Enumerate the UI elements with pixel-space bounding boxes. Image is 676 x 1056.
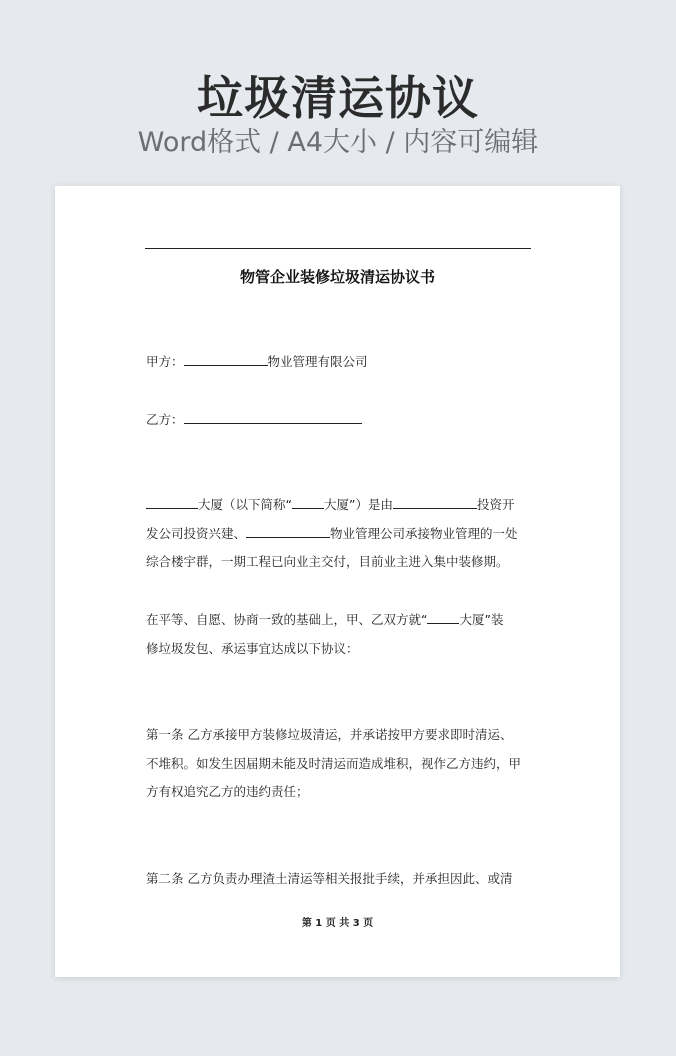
text-segment: 发公司投资兴建、 bbox=[146, 526, 247, 541]
header-rule bbox=[145, 248, 531, 249]
text-segment: 投资开 bbox=[476, 497, 515, 512]
party-a-label: 甲方： bbox=[146, 354, 184, 369]
paragraph-line: 综合楼宇群，一期工程已向业主交付，目前业主进入集中装修期。 bbox=[146, 554, 509, 569]
blank-field bbox=[292, 496, 324, 509]
article-line: 第二条 乙方负责办理渣土清运等相关报批手续，并承担因此、或清 bbox=[146, 871, 513, 886]
blank-field bbox=[184, 411, 362, 424]
blank-field bbox=[427, 611, 459, 624]
page-number-footer: 第 1 页 共 3 页 bbox=[301, 918, 374, 929]
text-segment: 物业管理公司承接物业管理的一处 bbox=[330, 526, 518, 541]
party-a-line bbox=[146, 353, 368, 371]
blank-field bbox=[184, 353, 268, 366]
text-segment: 在平等、自愿、协商一致的基础上，甲、乙双方就“ bbox=[146, 612, 428, 627]
banner-title: 垃圾清运协议 bbox=[197, 71, 479, 125]
blank-field bbox=[146, 496, 198, 509]
banner-subtitle: Word格式 / A4大小 / 内容可编辑 bbox=[137, 127, 539, 158]
article-line: 第一条 乙方承接甲方装修垃圾清运，并承诺按甲方要求即时清运、 bbox=[146, 727, 513, 742]
article-line: 方有权追究乙方的违约责任； bbox=[146, 784, 309, 799]
paragraph-line: 修垃圾发包、承运事宜达成以下协议： bbox=[146, 641, 359, 656]
article-line: 不堆积。如发生因届期未能及时清运而造成堆积，视作乙方违约，甲 bbox=[146, 756, 522, 771]
paragraph-line bbox=[146, 611, 503, 629]
party-b-line bbox=[146, 411, 362, 429]
paragraph-line bbox=[146, 525, 518, 543]
party-a-suffix: 物业管理有限公司 bbox=[267, 354, 368, 369]
document-page bbox=[55, 186, 620, 977]
document-title: 物管企业装修垃圾清运协议书 bbox=[239, 268, 435, 286]
blank-field bbox=[246, 525, 330, 538]
text-segment: 大厦（以下简称“ bbox=[198, 497, 292, 512]
text-segment: 大厦”装 bbox=[459, 612, 504, 627]
text-segment: 大厦”）是由 bbox=[323, 497, 393, 512]
party-b-label: 乙方： bbox=[146, 412, 184, 427]
blank-field bbox=[393, 496, 477, 509]
paragraph-line bbox=[146, 496, 514, 514]
